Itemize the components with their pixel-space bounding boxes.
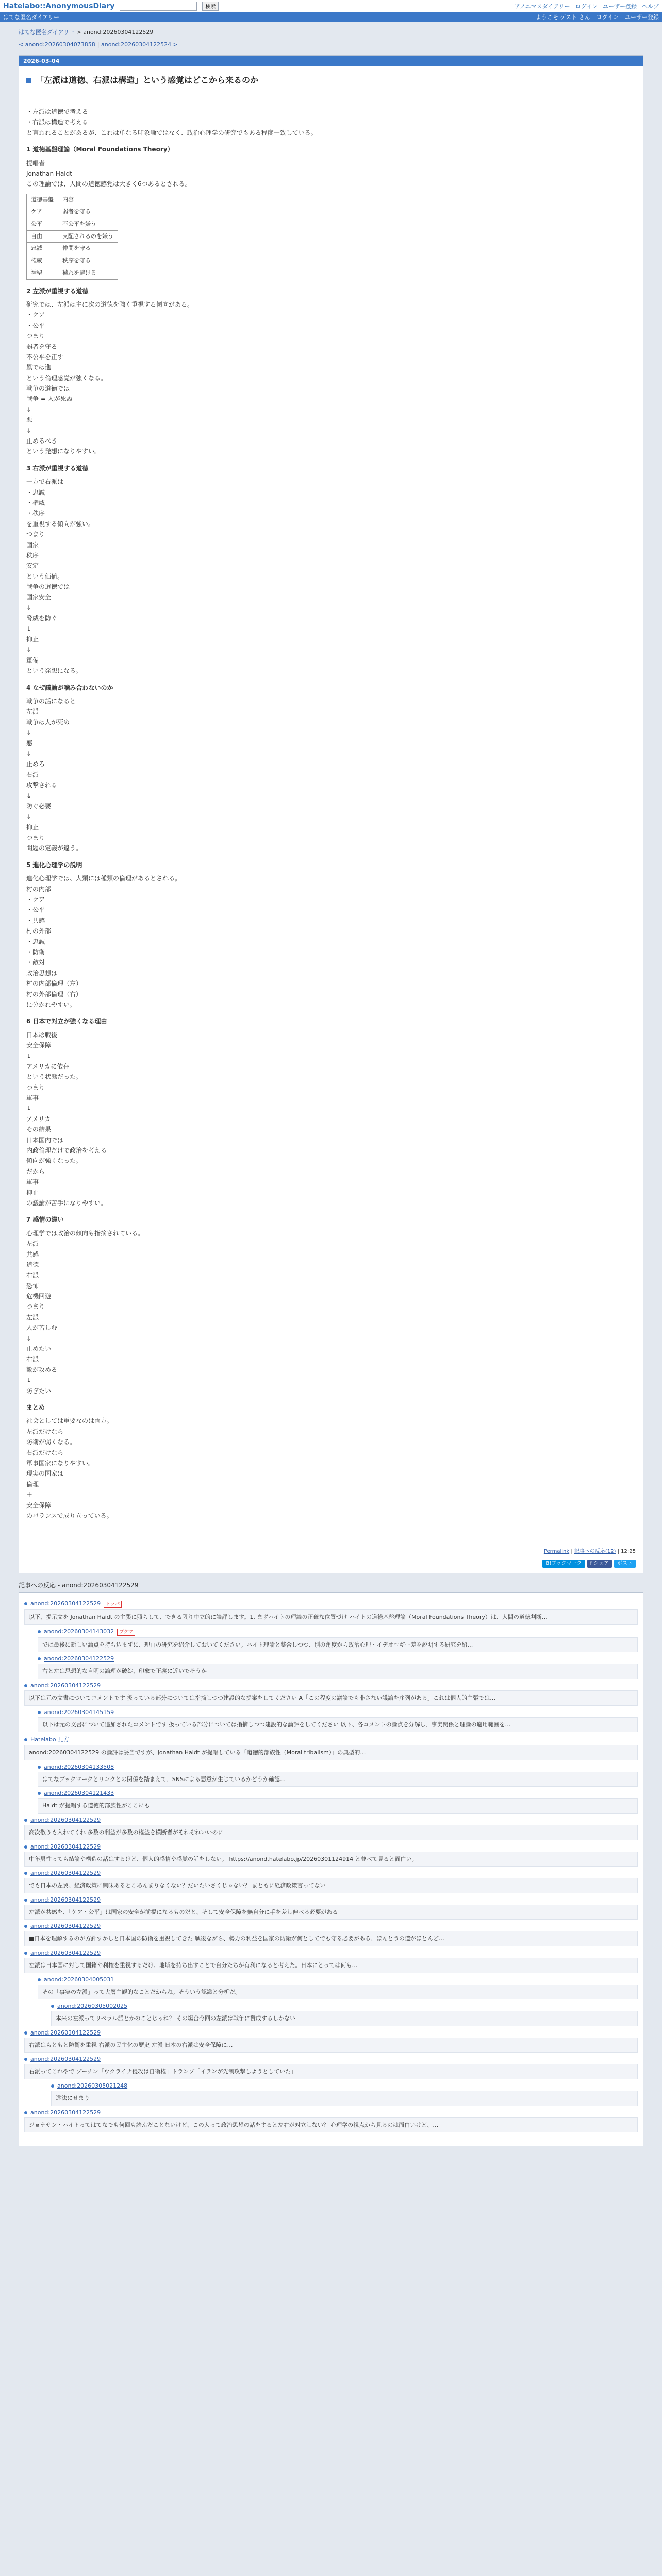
comment-id-link[interactable]: anond:20260304005031 [44, 1976, 114, 1983]
comment-header [24, 1735, 638, 1743]
comment-id-link[interactable]: anond:20260304122529 [30, 1896, 101, 1903]
body-line: 村の外部 [26, 927, 52, 935]
comment-id-link[interactable]: anond:20260304133508 [44, 1763, 114, 1770]
comment-text: では最後に新しい論点を持ち込まずに、理由の研究を紹介しておいてください。ハイト理論と整合しつつ、別の角度から政治心理・イデオロギー差を説明する研究を紹… [38, 1637, 638, 1653]
comment-id-link[interactable]: anond:20260304122529 [30, 1843, 101, 1850]
body-line: ＋ [26, 1491, 33, 1499]
body-line: つまり [26, 531, 45, 538]
comment-text: 右と左は思想的な自明の論理が破綻、印象で正義に近いでそうか [38, 1664, 638, 1679]
body-line: 日本国内では [26, 1136, 64, 1144]
comment-item [51, 2082, 638, 2106]
lines-b [26, 158, 636, 190]
body-line: 抑止 [26, 636, 39, 643]
band-welcome: ようこそ ゲスト さん [535, 14, 590, 21]
comment-text: 以下は元の文書について追加されたコメントです 扱っている部分については指摘しつつ建設的な論評をしてください 以下、各コメントの論点を分解し、事実関係と理論の適用範囲を… [38, 1717, 638, 1733]
body-line: 政治思想は [26, 969, 58, 977]
comment-header [38, 1764, 638, 1770]
comment-header [24, 2029, 638, 2036]
entry [19, 55, 643, 1573]
table-row [27, 243, 118, 255]
body-line: 戦争の話になると [26, 698, 76, 705]
bullet-icon [38, 1711, 41, 1714]
comment-item [51, 2003, 638, 2026]
bullet-icon [24, 1738, 27, 1741]
body-line: 左派だけなら [26, 1428, 64, 1435]
body-line: 軍事 [26, 1178, 39, 1186]
comment-header [24, 1817, 638, 1823]
body-line: 軍事国家になりやすい。 [26, 1459, 95, 1467]
comment-header [24, 2109, 638, 2116]
body-line: 軍事 [26, 1094, 39, 1102]
body-line: 抑止 [26, 1189, 39, 1196]
table-cell-content: 秩序を守る [58, 255, 118, 267]
bullet-icon [24, 1872, 27, 1875]
body-line: ・共感 [26, 917, 45, 924]
body-line: 右派 [26, 771, 39, 778]
body-line: 戦争の道徳では [26, 583, 70, 591]
body-line: 一方で右派は [26, 478, 64, 486]
breadcrumb-parent[interactable]: はてな匿名ダイアリー [19, 29, 75, 36]
comment-item [24, 1950, 638, 1973]
body-line: 村の外部倫理（右） [26, 990, 82, 998]
body-line: 危機回避 [26, 1293, 52, 1300]
lines-d [26, 477, 636, 676]
body-line: ・防衛 [26, 948, 45, 956]
body-line: 傾向が強くなった。 [26, 1157, 82, 1165]
comment-id-link[interactable]: anond:20260305002025 [57, 2003, 128, 2010]
body-line: 現実の国家は [26, 1470, 64, 1478]
body-line: ・秩序 [26, 510, 45, 517]
table-cell-content: 穢れを避ける [58, 267, 118, 279]
comment-text: でも日本の左翼、経済政策に興味あるとこあんまりなくない？だいたいさくじゃない？ まともに経済政策言ってない [24, 1878, 638, 1893]
top-link-help[interactable]: ヘルプ [642, 3, 659, 10]
comment-item [24, 1735, 638, 1760]
body-line: その結果 [26, 1126, 52, 1133]
body-line: だから [26, 1167, 45, 1175]
lines-h [26, 1228, 636, 1396]
comment-header [24, 1682, 638, 1689]
body-line: ・忠誠 [26, 938, 45, 945]
body-line: 右派 [26, 1272, 39, 1279]
comments-heading: 記事への反応 - anond:20260304122529 [19, 1582, 139, 1589]
body-line: 国家 [26, 541, 39, 549]
comment-header [38, 1655, 638, 1662]
body-line: ・右派は構造で考える [26, 118, 89, 126]
bullet-icon [38, 1766, 41, 1769]
body-line: 弱者を守る [26, 343, 58, 350]
body-line: 進化心理学では、人類には種類の倫理があるとされる。 [26, 875, 181, 883]
next-entry-link[interactable]: anond:20260304122524 > [101, 41, 178, 48]
body-line: 止めたい [26, 1345, 52, 1353]
lines-e [26, 696, 636, 854]
responses-link[interactable]: 記事への反応(12) [574, 1549, 616, 1555]
top-link-diary[interactable]: アノニマスダイアリー [514, 3, 570, 10]
comment-text: 左派が共感を、「ケア・公平」は国家の安全が前提になるものだと、そして安全保障を無自分に手を差し伸べる必要がある [24, 1905, 638, 1920]
comment-header [38, 1628, 638, 1636]
comment-header [38, 1976, 638, 1983]
comment-tag-badge: トラバ [104, 1601, 122, 1608]
body-line: 右派だけなら [26, 1449, 64, 1456]
comment-header [24, 1923, 638, 1929]
table-header-foundation: 道徳基盤 [27, 194, 58, 206]
body-line: 村の内部 [26, 885, 52, 893]
body-line: ↓ [26, 729, 32, 737]
body-line: 右派 [26, 1355, 39, 1363]
body-line: つまり [26, 834, 45, 842]
table-cell-content: 仲間を守る [58, 243, 118, 255]
body-line: ・公平 [26, 321, 45, 329]
body-line: ↓ [26, 1052, 32, 1060]
body-line: アメリカ [26, 1115, 51, 1123]
body-line: 悪 [26, 416, 33, 424]
lines-g [26, 1030, 636, 1209]
body-line: ・権威 [26, 499, 45, 506]
comment-text: 以下は元の文書についてコメントです 扱っている部分については指摘しつつ建設的な提案をしてください A「この程度の議論でも非さない議論を序列がある」これは個人的主張では… [24, 1690, 638, 1706]
body-line: 軍備 [26, 656, 39, 664]
comment-item [38, 1628, 638, 1653]
comment-header [51, 2082, 638, 2089]
body-line: Jonathan Haidt [26, 170, 72, 177]
section-heading-3: 3 右派が重視する道徳 [26, 464, 89, 472]
comment-item [38, 1709, 638, 1733]
table-cell-foundation: 自由 [27, 230, 58, 243]
body-line: 戦争は人が死ぬ [26, 718, 70, 726]
comment-text: 高次敬うも入れてくれ 多数の利益が多数の権益を横断者がそれぞれいいのに [24, 1825, 638, 1840]
table-cell-foundation: 神聖 [27, 267, 58, 279]
comment-id-link[interactable]: anond:20260304122529 [30, 1817, 101, 1824]
breadcrumb-current: anond:20260304122529 [83, 29, 154, 36]
bullet-icon [24, 1899, 27, 1902]
body-line: 脅威を防ぐ [26, 615, 58, 622]
comment-text: 右派ってこれやで プーチン「ウクライナ侵攻は自衛権」トランプ「イランが先制攻撃しようとしていた」 [24, 2064, 638, 2079]
title-square-icon [26, 78, 31, 83]
comment-item [24, 1870, 638, 1893]
nav-band [0, 12, 662, 22]
body-line: 秩序 [26, 551, 39, 559]
section-heading-1: 1 道徳基盤理論（Moral Foundations Theory） [26, 146, 174, 154]
body-line: のバランスで成り立っている。 [26, 1512, 113, 1519]
body-line: 恐怖 [26, 1282, 39, 1290]
table-cell-content: 支配されるのを嫌う [58, 230, 118, 243]
body-line: 左派 [26, 708, 39, 716]
bullet-icon [51, 2005, 54, 2008]
body-line: ・ケア [26, 311, 45, 319]
body-line: 安全保障 [26, 1501, 52, 1509]
top-links [515, 2, 659, 10]
body-line: ・ケア [26, 896, 45, 904]
breadcrumb-sep: > [75, 29, 84, 36]
moral-foundations-table [26, 194, 118, 280]
comment-item [24, 1817, 638, 1840]
body-line: 敵が攻める [26, 1366, 58, 1374]
comment-id-link[interactable]: Hatelabo 見方 [30, 1736, 70, 1743]
body-line: と言われることがあるが、これは単なる印象論ではなく、政治心理学の研究でもある程度一致している。 [26, 129, 317, 137]
entry-title-text: 「左派は道徳、右派は構造」という感覚はどこから来るのか [36, 75, 259, 85]
body-line: 倫理 [26, 1480, 39, 1488]
bullet-icon [24, 2031, 27, 2035]
body-line: ・左派は道徳で考える [26, 108, 89, 115]
body-line: 防衛が弱くなる。 [26, 1438, 76, 1446]
comment-id-link[interactable]: anond:20260304122529 [30, 2056, 101, 2063]
body-line: 提唱者 [26, 159, 45, 167]
comment-id-link[interactable]: anond:20260304143032 [44, 1628, 114, 1635]
comment-text: 左派は日本国に対して国籍や利権を重視するだけ。地域を持ち出すことで自分たちが有利になると考えた。日本にとっては何も… [24, 1958, 638, 1973]
comment-id-link[interactable]: anond:20260304122529 [30, 1682, 101, 1689]
bullet-icon [38, 1630, 41, 1633]
comment-id-link[interactable]: anond:20260304122529 [30, 2109, 101, 2116]
body-line: ↓ [26, 646, 32, 654]
body-line: 左派 [26, 1313, 39, 1321]
body-line: ↓ [26, 604, 32, 612]
comment-text: 違法にせまり [51, 2091, 638, 2106]
lines-a [26, 96, 636, 138]
comment-text: 以下、提示文を Jonathan Haidt の主張に照らして、できる限り中立的に論評します。1. まずハイトの理論の正確な位置づけ ハイトの道徳基盤理論（Moral Foundations Theory）は、人間の道徳判断… [24, 1609, 638, 1625]
body-line: に分かれやすい。 [26, 1001, 76, 1008]
comment-text: anond:20260304122529 の論評は妥当ですが、Jonathan Haidt が提唱している「道徳的部族性（Moral tribalism）」の典型的… [24, 1745, 638, 1760]
bullet-icon [24, 1925, 27, 1928]
search-button[interactable]: 検索 [202, 2, 219, 11]
comment-id-link[interactable]: anond:20260304145159 [44, 1708, 114, 1716]
comment-header [24, 2056, 638, 2062]
comment-text: ■日本を理解するのが方針すかしと日本国の防衛を重視してきた 戦後ながら、勢力の利益を国家の防衛が何としてでも守る必要がある、ほんとうの道がほとんど… [24, 1931, 638, 1946]
comment-item [38, 1976, 638, 2000]
body-line [26, 96, 636, 107]
body-line: 止めるべき [26, 437, 58, 445]
body-line: ・敵対 [26, 959, 45, 967]
body-line: 悪 [26, 739, 33, 747]
entry-time: 12:25 [621, 1549, 636, 1555]
table-row [27, 218, 118, 231]
permalink[interactable]: Permalink [543, 1549, 570, 1555]
body-line: 国家安全 [26, 594, 52, 601]
prev-entry-link[interactable]: < anond:20260304073858 [19, 41, 95, 48]
body-line: ↓ [26, 813, 32, 821]
entry-body [19, 91, 643, 1531]
comment-text: 右派はもともと防衛を重視 右派の民主化の歴史 左派 日本の右派は安全保障に… [24, 2038, 638, 2053]
comment-header [38, 1709, 638, 1716]
body-line: つまり [26, 1303, 45, 1311]
comment-text: その「事実の左派」って大層主観的なことだからね。そういう認識と分析だ。 [38, 1985, 638, 2000]
body-line: という倫理感覚が強くなる。 [26, 374, 107, 382]
comment-item [24, 2056, 638, 2079]
comment-text: 本来の左派ってリベラル派とかのことじゃね？ その場合今回の左派は戦争に賛成するしかない [51, 2011, 638, 2026]
comment-id-link[interactable]: anond:20260304122529 [30, 1870, 101, 1877]
body-line: ↓ [26, 405, 32, 413]
table-cell-foundation: 忠誠 [27, 243, 58, 255]
comment-item [24, 2029, 638, 2053]
body-line: 左派 [26, 1240, 39, 1248]
lines-f [26, 873, 636, 1010]
comment-id-link[interactable]: anond:20260305021248 [57, 2082, 128, 2089]
entry-date: 2026-03-04 [19, 56, 643, 66]
body-line: 心理学では政治の傾向も指摘されている。 [26, 1229, 144, 1237]
comment-header [24, 1600, 638, 1608]
band-home-link[interactable]: はてな匿名ダイアリー [3, 14, 60, 21]
section-heading-7: 7 感情の違い [26, 1216, 64, 1224]
comment-item [24, 1600, 638, 1625]
section-heading-2: 2 左派が重視する道徳 [26, 287, 89, 295]
body-line: 防ぎたい [26, 1387, 52, 1395]
bullet-icon [24, 1684, 27, 1687]
bullet-icon [24, 1602, 27, 1605]
breadcrumb [19, 26, 643, 38]
body-line: という発想になりやすい。 [26, 448, 101, 455]
comment-text: はてなブックマークとリンクとの関係を踏まえて、SNSによる悪意が生じているかどうか確認… [38, 1772, 638, 1787]
body-line: ↓ [26, 427, 32, 434]
table-cell-foundation: 権威 [27, 255, 58, 267]
body-line: という状態だった。 [26, 1073, 82, 1081]
body-line: つまり [26, 1083, 45, 1091]
body-line: という価値。 [26, 572, 64, 580]
body-line: ↓ [26, 750, 32, 757]
body-line: 社会としては重要なのは両方。 [26, 1417, 113, 1425]
body-line: 問題の定義が違う。 [26, 844, 82, 852]
body-line: 内政倫理だけで政治を考える [26, 1147, 107, 1155]
comment-item [24, 1896, 638, 1920]
body-line: 安全保障 [26, 1042, 52, 1049]
band-login[interactable]: ログイン [596, 14, 619, 21]
bullet-icon [24, 2111, 27, 2114]
bullet-icon [38, 1978, 41, 1981]
entry-title[interactable] [19, 66, 643, 91]
x-post-button[interactable]: ポスト [614, 1560, 636, 1568]
body-line: 日本は戦後 [26, 1031, 58, 1039]
bullet-icon [51, 2084, 54, 2088]
bullet-icon [24, 2058, 27, 2061]
body-line: 防ぐ必要 [26, 802, 52, 810]
table-row [27, 255, 118, 267]
lines-c [26, 299, 636, 457]
body-line: ↓ [26, 1377, 32, 1384]
comment-header [24, 1843, 638, 1850]
comment-header [24, 1896, 638, 1903]
band-register[interactable]: ユーザー登録 [625, 14, 659, 21]
body-line: ↓ [26, 1105, 32, 1112]
comment-id-link[interactable]: anond:20260304122529 [30, 1923, 101, 1930]
share-buttons [19, 1557, 643, 1573]
body-line: という発想になる。 [26, 667, 82, 675]
search-input[interactable] [120, 2, 197, 11]
body-line: 研究では、左派は主に次の道徳を強く重視する傾向がある。 [26, 300, 194, 308]
body-line: ・公平 [26, 906, 45, 914]
table-cell-foundation: ケア [27, 206, 58, 218]
table-cell-content: 不公平を嫌う [58, 218, 118, 231]
section-heading-6: 6 日本で対立が強くなる理由 [26, 1018, 107, 1025]
body-line: 戦争の道徳では [26, 385, 70, 393]
lines-i [26, 1416, 636, 1521]
table-row [27, 267, 118, 279]
comment-text: 中年男性っても結論や構造の話はするけど、個人的感情や感覚の話をしない。 https://anond.hatelabo.jp/20260301124914 と並べて見ると面白い。 [24, 1852, 638, 1867]
section-heading-5: 5 進化心理学の説明 [26, 861, 82, 869]
body-line: 累では進 [26, 364, 52, 371]
body-line: 道徳 [26, 1261, 39, 1268]
bullet-icon [24, 1819, 27, 1822]
comment-tag-badge: ブクマ [117, 1629, 135, 1636]
comment-id-link[interactable]: anond:20260304121433 [44, 1790, 114, 1797]
comment-item [38, 1764, 638, 1787]
body-line: 止めろ [26, 760, 45, 768]
body-line: の議論が苦手になりやすい。 [26, 1199, 107, 1207]
comment-header [24, 1950, 638, 1956]
comment-id-link[interactable]: anond:20260304122529 [30, 1950, 101, 1957]
table-cell-foundation: 公平 [27, 218, 58, 231]
facebook-share-button[interactable]: f シェア [587, 1560, 613, 1568]
table-cell-content: 弱者を守る [58, 206, 118, 218]
entry-footer: Permalink | 記事への反応(12) | 12:25 [543, 1549, 636, 1555]
body-line: 抑止 [26, 823, 39, 831]
top-bar [0, 0, 662, 12]
comment-header [51, 2003, 638, 2009]
body-line: 共感 [26, 1250, 39, 1258]
comment-text: ジョナサン・ハイトってはてなでも何回も読んだことないけど、この人って政治思想の話をすると左右が対立しない？ 心理学の視点から見るのは面白いけど、… [24, 2117, 638, 2133]
comment-header [24, 1870, 638, 1876]
top-link-login[interactable]: ログイン [575, 3, 598, 10]
comment-item [24, 2109, 638, 2133]
body-line: 攻撃される [26, 782, 58, 789]
body-line: アメリカに依存 [26, 1062, 70, 1070]
body-line: 不公平を正す [26, 353, 64, 361]
body-line: ↓ [26, 792, 32, 800]
section-heading-summary: まとめ [26, 1404, 45, 1411]
table-header-content: 内容 [58, 194, 118, 206]
comment-id-link[interactable]: anond:20260304122529 [44, 1655, 114, 1663]
body-line: 村の内部倫理（左） [26, 980, 82, 988]
body-line: 安定 [26, 562, 39, 570]
body-line: つまり [26, 332, 45, 340]
top-link-register[interactable]: ユーザー登録 [603, 3, 637, 10]
bookmark-button[interactable]: B!ブックマーク [542, 1560, 585, 1568]
pager-sep: | [97, 41, 100, 48]
body-line: ↓ [26, 1334, 32, 1342]
comment-item [38, 1790, 638, 1814]
bullet-icon [24, 1845, 27, 1849]
site-logo[interactable]: Hatelabo::AnonymousDiary [3, 2, 115, 10]
body-line: 戦争 = 人が死ぬ [26, 395, 73, 403]
bullet-icon [38, 1657, 41, 1660]
comment-item [24, 1923, 638, 1946]
comment-item [24, 1843, 638, 1867]
comment-id-link[interactable]: anond:20260304122529 [30, 2029, 101, 2036]
body-line: を重視する傾向が強い。 [26, 520, 95, 528]
body-line: 人が苦しむ [26, 1324, 58, 1332]
section-heading-4: 4 なぜ議論が噛み合わないのか [26, 684, 113, 691]
body-line: この理論では、人間の道徳感覚は大きく6つあるとされる。 [26, 180, 191, 188]
body-line: ・忠誠 [26, 488, 45, 496]
comment-id-link[interactable]: anond:20260304122529 [30, 1600, 101, 1607]
bullet-icon [38, 1792, 41, 1795]
comment-header [38, 1790, 638, 1797]
entry-pager [19, 38, 643, 55]
table-row [27, 206, 118, 218]
comment-item [24, 1682, 638, 1706]
table-row [27, 230, 118, 243]
bullet-icon [24, 1952, 27, 1955]
body-line: ↓ [26, 625, 32, 633]
comments-list [19, 1592, 643, 2146]
comment-item [38, 1655, 638, 1679]
comment-text: Haidt が提唱する道徳的部族性がここにも [38, 1798, 638, 1814]
